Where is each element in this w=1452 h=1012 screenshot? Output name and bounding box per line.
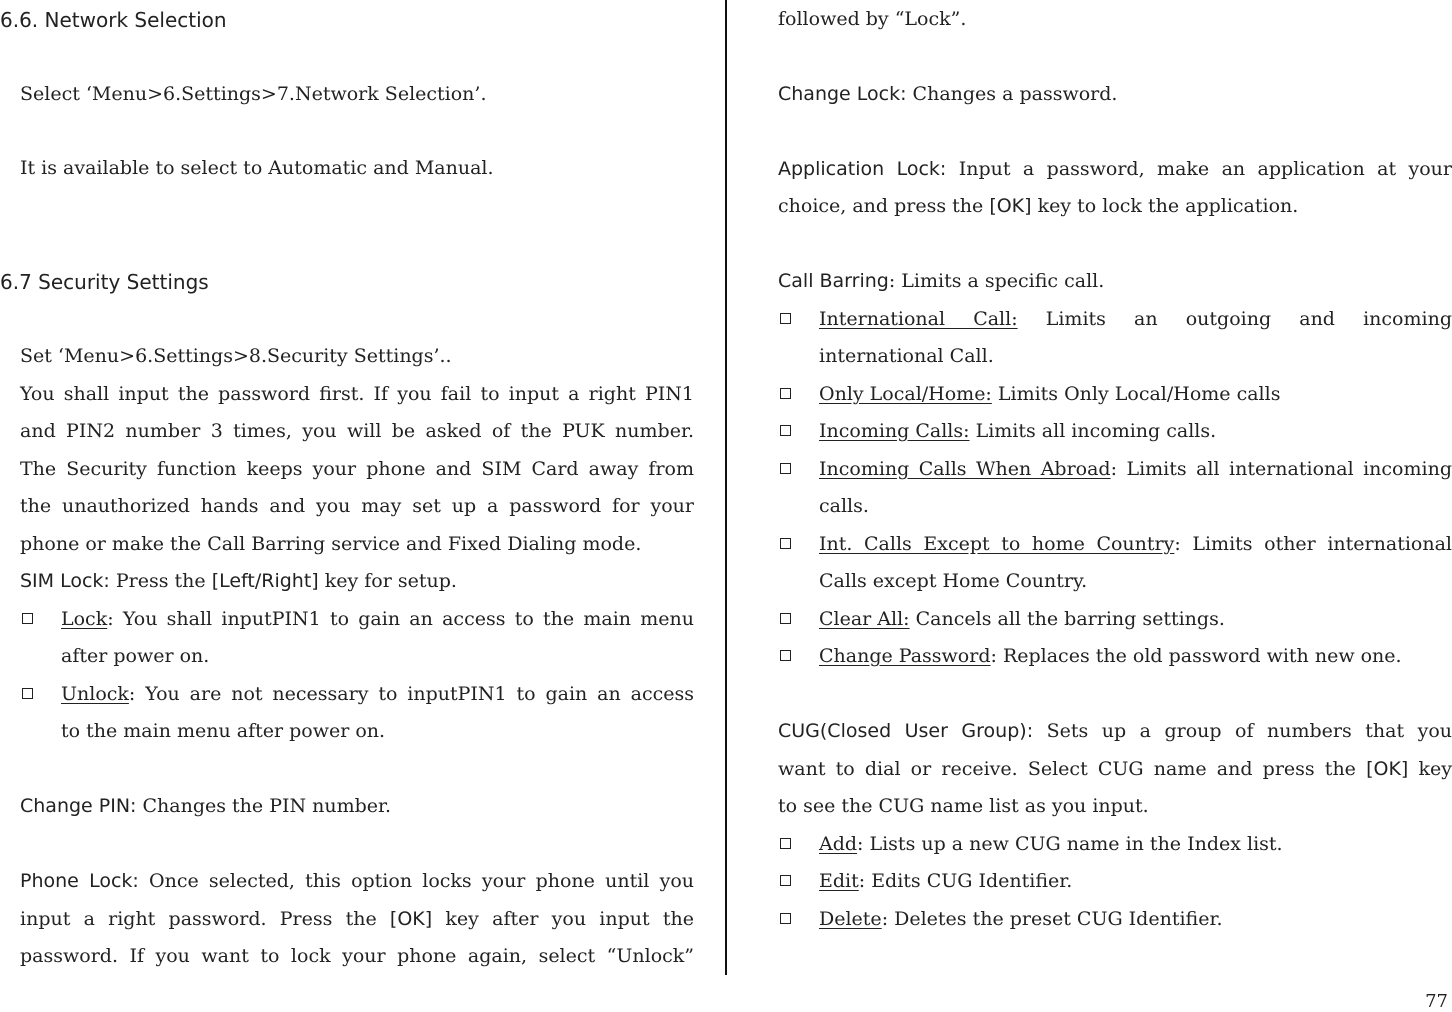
only-local-text: Limits Only Local/Home calls [991,383,1281,405]
column-divider [725,0,727,975]
sim-lock-label: SIM Lock: [20,570,110,592]
change-pin-text: Changes the PIN number. [136,795,392,817]
application-lock-label: Application Lock: [778,158,947,180]
incoming-abroad-label: Incoming Calls When Abroad [819,458,1111,480]
phone-lock-line: password. If you want to lock your phone again, select “Unlock” [20,945,694,967]
incoming-abroad-line: calls. [819,495,869,517]
lock-option-label: Lock [61,608,108,630]
security-paragraph-line: The Security function keeps your phone and SIM Card away from [20,458,694,480]
security-paragraph-line: the unauthorized hands and you may set up a password for your [20,495,694,517]
square-bullet-icon [780,913,791,924]
lock-option-line: after power on. [61,645,210,667]
incoming-calls-label: Incoming Calls: [819,420,970,442]
incoming-abroad-line [819,457,1452,481]
phone-lock-text: key after you input the [432,908,694,930]
left-right-key: [Left/Right] [211,570,319,592]
sim-lock-line [20,569,457,593]
change-password-line [819,644,1402,668]
clear-all-label: Clear All: [819,608,910,630]
lock-option-line [61,607,694,631]
incoming-calls-text: Limits all incoming calls. [969,420,1217,442]
heading-security-settings: 6.7 Security Settings [0,270,209,294]
phone-lock-line [20,907,694,931]
square-bullet-icon [780,650,791,661]
application-lock-text: choice, and press the [778,195,990,217]
cug-line [778,757,1452,781]
unlock-option-line [61,682,694,706]
security-paragraph-line: and PIN2 number 3 times, you will be asked of the PUK number. [20,420,694,442]
call-barring-label: Call Barring [778,270,889,292]
sim-lock-text: Press the [109,570,212,592]
phone-lock-line [20,869,694,893]
edit-label: Edit [819,870,859,892]
square-bullet-icon [780,875,791,886]
security-menu-path: Set ‘Menu>6.Settings>8.Security Settings’.. [20,345,452,367]
cug-label: CUG(Closed User Group): [778,720,1034,742]
continued-text: followed by “Lock”. [778,8,967,30]
change-password-label: Change Password [819,645,991,667]
international-call-line: international Call. [819,345,994,367]
except-home-line [819,532,1452,556]
sim-lock-text: key for setup. [318,570,457,592]
international-call-label: International Call: [819,308,1018,330]
delete-line [819,907,1223,931]
change-pin-line [20,794,391,818]
application-lock-text: key to lock the application. [1031,195,1299,217]
change-password-text: : Replaces the old password with new one. [990,645,1402,667]
security-paragraph-line: You shall input the password first. If you fail to input a right PIN1 [20,383,694,405]
lock-option-text: : You shall inputPIN1 to gain an access to the main menu [107,608,694,630]
except-home-line: Calls except Home Country. [819,570,1088,592]
unlock-option-text: : You are not necessary to inputPIN1 to gain an access [128,683,694,705]
application-lock-line [778,157,1452,181]
delete-text: : Deletes the preset CUG Identifier. [881,908,1223,930]
add-line [819,832,1283,856]
except-home-text: : Limits other international [1174,533,1452,555]
cug-text: Sets up a group of numbers that you [1033,720,1452,742]
square-bullet-icon [780,538,791,549]
add-label: Add [819,833,858,855]
ok-key: [OK] [989,195,1032,217]
call-barring-text: : Limits a specific call. [888,270,1105,292]
cug-line: to see the CUG name list as you input. [778,795,1149,817]
only-local-label: Only Local/Home: [819,383,992,405]
change-lock-line [778,82,1117,106]
cug-text: key [1408,758,1452,780]
square-bullet-icon [22,613,33,624]
square-bullet-icon [22,688,33,699]
cug-line [778,719,1452,743]
ok-key: [OK] [1366,758,1409,780]
call-barring-line [778,269,1104,293]
square-bullet-icon [780,425,791,436]
network-menu-path: Select ‘Menu>6.Settings>7.Network Selection’. [20,83,487,105]
only-local-line [819,382,1280,406]
phone-lock-text: input a right password. Press the [20,908,390,930]
phone-lock-text: Once selected, this option locks your phone until you [138,870,695,892]
change-lock-label: Change Lock: [778,83,907,105]
network-availability: It is available to select to Automatic and Manual. [20,157,494,179]
security-paragraph-line: phone or make the Call Barring service and Fixed Dialing mode. [20,533,642,555]
incoming-abroad-text: : Limits all international incoming [1110,458,1452,480]
square-bullet-icon [780,838,791,849]
clear-all-line [819,607,1225,631]
edit-line [819,869,1072,893]
incoming-calls-line [819,419,1216,443]
heading-network-selection: 6.6. Network Selection [0,8,227,32]
cug-text: want to dial or receive. Select CUG name and press the [778,758,1367,780]
square-bullet-icon [780,388,791,399]
change-pin-label: Change PIN: [20,795,137,817]
except-home-label: Int. Calls Except to home Country [819,533,1175,555]
square-bullet-icon [780,463,791,474]
application-lock-line [778,194,1298,218]
ok-key: [OK] [389,908,433,930]
delete-label: Delete [819,908,882,930]
unlock-option-label: Unlock [61,683,129,705]
square-bullet-icon [780,313,791,324]
add-text: : Lists up a new CUG name in the Index list. [857,833,1283,855]
international-call-text: Limits an outgoing and incoming [1017,308,1452,330]
unlock-option-line: to the main menu after power on. [61,720,386,742]
clear-all-text: Cancels all the barring settings. [909,608,1225,630]
international-call-line [819,307,1452,331]
square-bullet-icon [780,613,791,624]
change-lock-text: Changes a password. [906,83,1118,105]
page-number: 77 [1425,991,1448,1012]
phone-lock-label: Phone Lock: [20,870,139,892]
application-lock-text: Input a password, make an application at your [946,158,1452,180]
edit-text: : Edits CUG Identifier. [858,870,1073,892]
